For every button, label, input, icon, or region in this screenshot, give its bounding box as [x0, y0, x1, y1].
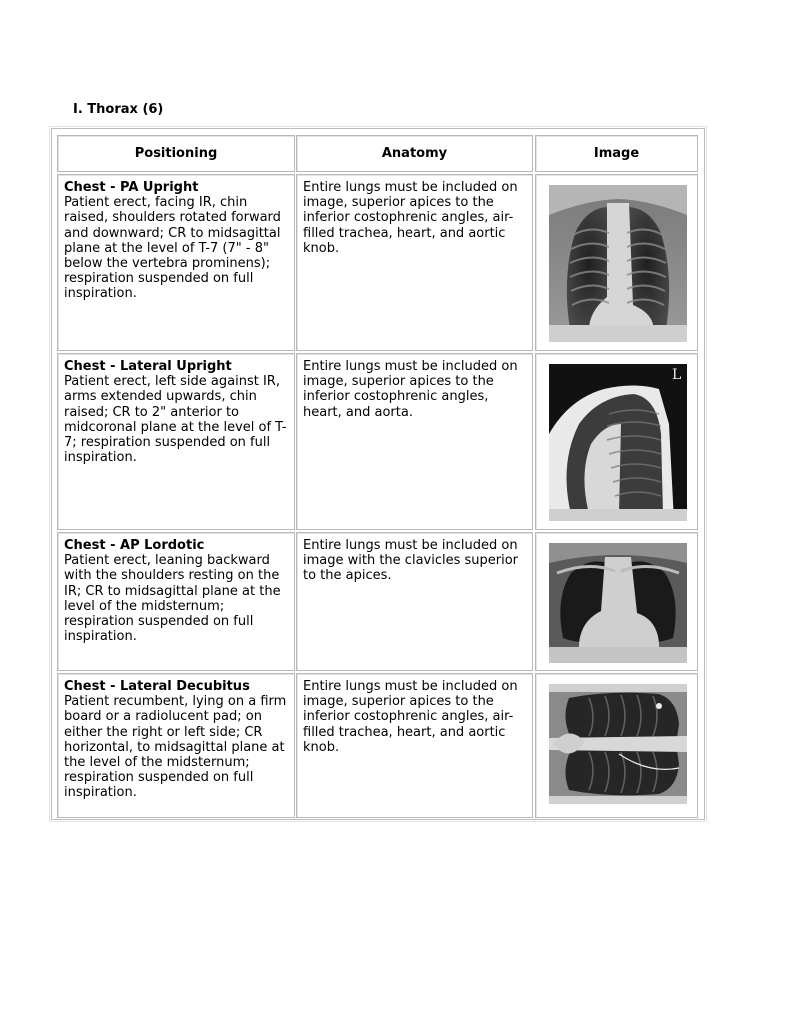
row-4-anatomy-text: Entire lungs must be included on image, superior apices to the inferior costophrenic angles, air-filled trachea, heart, and aortic knob.	[303, 679, 518, 755]
row-2-anatomy-text: Entire lungs must be included on image, superior apices to the inferior costophrenic angles, heart, and aorta.	[303, 359, 518, 420]
chest-lateral-xray-icon	[549, 364, 687, 521]
row-4-image	[535, 673, 698, 818]
row-4-title: Chest - Lateral Decubitus	[64, 679, 250, 694]
row-2-image	[535, 353, 698, 530]
chest-pa-xray-icon	[549, 185, 687, 342]
row-2-title: Chest - Lateral Upright	[64, 359, 232, 374]
header-image-label: Image	[593, 145, 640, 161]
chest-decubitus-xray-icon	[549, 684, 687, 804]
header-positioning-label: Positioning	[134, 145, 218, 161]
row-4-positioning-text: Patient recumbent, lying on a firm board or a radiolucent pad; on either the right or left side; CR horizontal, to midsagittal plane at the level of the midsternum; respiration suspended on full inspiration.	[64, 694, 287, 801]
row-1-positioning	[57, 174, 295, 351]
row-4-anatomy	[296, 673, 533, 818]
xray-side-marker: L	[672, 367, 682, 383]
row-4-positioning	[57, 673, 295, 818]
header-positioning	[57, 135, 295, 172]
row-1-image	[535, 174, 698, 351]
row-3-anatomy	[296, 532, 533, 671]
row-3-image	[535, 532, 698, 671]
row-1-anatomy	[296, 174, 533, 351]
header-image	[535, 135, 698, 172]
row-1-title: Chest - PA Upright	[64, 180, 199, 195]
row-3-anatomy-text: Entire lungs must be included on image with the clavicles superior to the apices.	[303, 538, 519, 584]
row-1-positioning-text: Patient erect, facing IR, chin raised, shoulders rotated forward and downward; CR to midsagittal plane at the level of T-7 (7" - 8" below the vertebra prominens); respiration suspended on full inspiration.	[64, 195, 281, 302]
chest-lordotic-xray-icon	[549, 543, 687, 663]
row-2-anatomy	[296, 353, 533, 530]
row-3-positioning-text: Patient erect, leaning backward with the shoulders resting on the IR; CR to midsagittal plane at the level of the midsternum; respiration suspended on full inspiration.	[64, 553, 281, 645]
row-2-positioning-text: Patient erect, left side against IR, arms extended upwards, chin raised; CR to 2" anterior to midcoronal plane at the level of T-7; respiration suspended on full inspiration.	[64, 374, 287, 466]
section-title: I. Thorax (6)	[73, 102, 164, 117]
header-anatomy-label: Anatomy	[381, 145, 448, 161]
row-2-positioning	[57, 353, 295, 530]
row-3-positioning	[57, 532, 295, 671]
header-anatomy	[296, 135, 533, 172]
row-1-anatomy-text: Entire lungs must be included on image, superior apices to the inferior costophrenic angles, air-filled trachea, heart, and aortic knob.	[303, 180, 518, 256]
row-3-title: Chest - AP Lordotic	[64, 538, 205, 553]
